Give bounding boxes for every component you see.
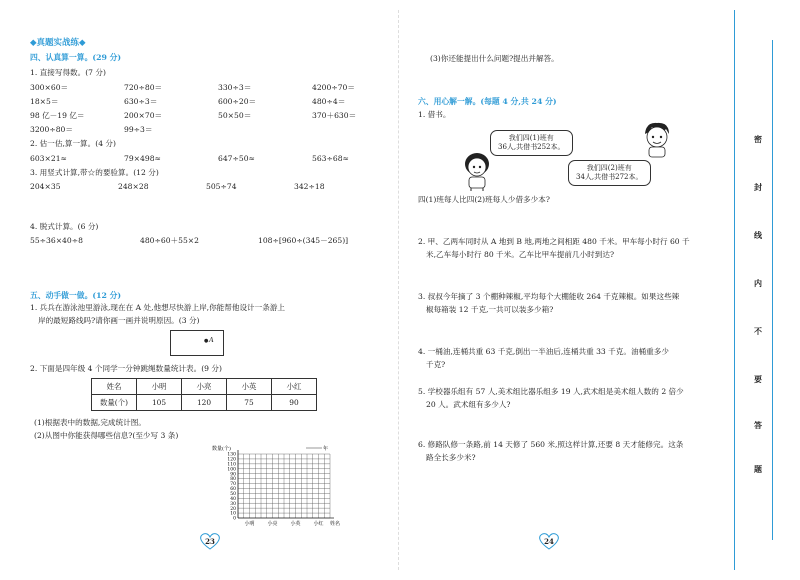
girl-illustration bbox=[459, 150, 495, 192]
y-tick-label: 40 bbox=[230, 496, 236, 502]
banner-title: ◆真题实战练◆ bbox=[30, 38, 86, 48]
oral-row-1 bbox=[30, 83, 406, 92]
oral-item: 50×50＝ bbox=[218, 111, 252, 120]
section-4-title: 四、认真算一算。(29 分) bbox=[30, 53, 122, 62]
mixed-calc-item: 480÷60＋55×2 bbox=[140, 236, 199, 245]
y-tick-label: 60 bbox=[230, 487, 236, 493]
chart-header-text: 年 bbox=[323, 446, 329, 452]
binding-line-inner bbox=[772, 40, 773, 540]
q6-4-line2: 千克? bbox=[426, 360, 446, 369]
x-category-label: 小英 bbox=[290, 521, 301, 527]
section-5-title: 五、动手做一做。(12 分) bbox=[30, 291, 122, 300]
page-number-right: 24 bbox=[544, 537, 554, 546]
vertical-calc-item: 342÷18 bbox=[294, 182, 325, 191]
q6-6-line2: 路全长多少米? bbox=[426, 453, 476, 462]
y-tick-label: 90 bbox=[230, 472, 236, 478]
q6-5-line2: 20 人。武术组有多少人? bbox=[426, 400, 511, 409]
oral-item: 99÷3＝ bbox=[124, 125, 153, 134]
binding-line-outer bbox=[734, 10, 735, 570]
y-tick-label: 30 bbox=[230, 501, 236, 507]
table-cell: 小亮 bbox=[182, 379, 227, 395]
y-tick-label: 120 bbox=[227, 457, 236, 463]
y-tick-label: 10 bbox=[230, 511, 236, 517]
y-tick-label: 0 bbox=[233, 516, 236, 522]
q6-4-line1: 4. 一桶油,连桶共重 63 千克,倒出一半油后,连桶共重 33 千克。油桶重多少 bbox=[418, 347, 669, 356]
oral-row-4 bbox=[30, 125, 218, 134]
bubble2-line2: 34人,共借书272本。 bbox=[576, 173, 643, 181]
q5-2-sub1: (1)根据表中的数据,完成统计图。 bbox=[34, 418, 146, 427]
q5-2-sub3: (3)你还能提出什么问题?提出并解答。 bbox=[430, 54, 559, 63]
q6-2-line1: 2. 甲、乙两车同时从 A 地到 B 地,两地之间相距 480 千米。甲车每小时行 60 千 bbox=[418, 237, 690, 246]
y-tick-label: 20 bbox=[230, 506, 236, 512]
q4-4-title: 4. 脱式计算。(6 分) bbox=[30, 222, 99, 231]
speech-bubble-class-2 bbox=[568, 160, 651, 186]
binding-char: 线 bbox=[754, 230, 762, 240]
chart-grid bbox=[238, 450, 334, 518]
q6-1-title: 1. 借书。 bbox=[418, 110, 451, 119]
q6-1-question: 四(1)班每人比四(2)班每人少借多少本? bbox=[418, 195, 550, 204]
table-cell: 105 bbox=[137, 395, 182, 411]
oral-item: 300×60＝ bbox=[30, 83, 69, 92]
table-cell: 120 bbox=[182, 395, 227, 411]
oral-item: 600÷20＝ bbox=[218, 97, 257, 106]
q5-2-sub2: (2)从图中你能获得哪些信息?(至少写 3 条) bbox=[34, 431, 179, 440]
table-cell: 小明 bbox=[137, 379, 182, 395]
binding-char: 封 bbox=[754, 182, 762, 192]
estimate-item: 603×21≈ bbox=[30, 154, 67, 163]
oral-item: 370＋630＝ bbox=[312, 111, 357, 120]
chart-x-categories bbox=[244, 520, 323, 527]
swimming-pool-box bbox=[170, 330, 224, 356]
q6-3-line2: 椒每箱装 12 千克,一共可以装多少箱? bbox=[426, 305, 554, 314]
table-cell: 姓名 bbox=[92, 379, 137, 395]
jump-rope-table bbox=[91, 378, 317, 411]
speech-bubble-class-1 bbox=[490, 130, 573, 156]
x-category-label: 小红 bbox=[313, 521, 324, 527]
page-fold-divider bbox=[398, 10, 399, 570]
page-number-left: 23 bbox=[205, 537, 215, 546]
table-cell: 小英 bbox=[227, 379, 272, 395]
section-6-title: 六、用心解一解。(每题 4 分,共 24 分) bbox=[418, 97, 557, 106]
mixed-calc-item: 55÷36×40÷8 bbox=[30, 236, 83, 245]
table-cell: 90 bbox=[272, 395, 317, 411]
binding-char: 答 bbox=[754, 420, 762, 430]
table-row bbox=[92, 379, 317, 395]
q5-1-line2: 岸的最短路线吗?请你画一画并说明原因。(3 分) bbox=[38, 316, 200, 325]
oral-item: 720÷80＝ bbox=[124, 83, 163, 92]
boy-illustration bbox=[640, 120, 674, 160]
chart-ylabel: 数量(个) bbox=[212, 446, 231, 452]
binding-char: 要 bbox=[754, 374, 762, 384]
oral-item: 480÷4＝ bbox=[312, 97, 346, 106]
binding-char: 内 bbox=[754, 278, 762, 288]
y-tick-label: 130 bbox=[227, 452, 236, 458]
x-category-label: 小亮 bbox=[267, 521, 278, 527]
q4-1-title: 1. 直接写得数。(7 分) bbox=[30, 68, 106, 77]
oral-item: 4200÷70＝ bbox=[312, 83, 355, 92]
bubble2-line1: 我们四(2)班有 bbox=[586, 164, 632, 172]
point-a-label: A bbox=[209, 336, 214, 344]
vertical-calc-item: 248×28 bbox=[118, 182, 149, 191]
bubble1-line2: 36人,共借书252本。 bbox=[498, 143, 565, 151]
vertical-calc-item: 505÷74 bbox=[206, 182, 237, 191]
binding-char: 不 bbox=[754, 326, 762, 336]
table-cell: 75 bbox=[227, 395, 272, 411]
oral-item: 18×5＝ bbox=[30, 97, 59, 106]
q4-3-title: 3. 用竖式计算,带☆的要验算。(12 分) bbox=[30, 168, 159, 177]
estimate-row bbox=[30, 154, 406, 163]
mixed-calc-item: 108÷[960÷(345－265)] bbox=[258, 236, 349, 245]
table-cell: 数量(个) bbox=[92, 395, 137, 411]
bubble1-line1: 我们四(1)班有 bbox=[508, 134, 554, 142]
estimate-item: 647÷50≈ bbox=[218, 154, 255, 163]
oral-item: 200×70＝ bbox=[124, 111, 163, 120]
q6-3-line1: 3. 叔叔今年摘了 3 个棚种辣椒,平均每个大棚能收 264 千克辣椒。如果这些辣 bbox=[418, 292, 680, 301]
q5-1-line1: 1. 兵兵在游泳池里游泳,现在在 A 处,他想尽快游上岸,你能帮他设计一条游上 bbox=[30, 303, 286, 312]
oral-item: 98 亿－19 亿＝ bbox=[30, 111, 85, 120]
vertical-calc-item: 204×35 bbox=[30, 182, 61, 191]
point-a-dot: ● bbox=[204, 338, 209, 344]
binding-char: 题 bbox=[754, 464, 762, 474]
blank-bar-chart bbox=[212, 442, 352, 528]
mixed-calc-row bbox=[30, 236, 408, 245]
q6-5-line1: 5. 学校器乐组有 57 人,美术组比器乐组多 19 人,武术组是美术组人数的 2 倍少 bbox=[418, 387, 684, 396]
y-tick-label: 50 bbox=[230, 491, 236, 497]
oral-item: 630÷3＝ bbox=[124, 97, 158, 106]
table-cell: 小红 bbox=[272, 379, 317, 395]
y-tick-label: 70 bbox=[230, 482, 236, 488]
estimate-item: 563÷68≈ bbox=[312, 154, 349, 163]
chart-y-ticks bbox=[227, 452, 236, 522]
q4-2-title: 2. 估一估,算一算。(4 分) bbox=[30, 139, 116, 148]
q6-6-line1: 6. 修路队修一条路,前 14 天修了 560 米,照这样计算,还要 8 天才能修完。这条 bbox=[418, 440, 684, 449]
binding-char: 密 bbox=[754, 134, 762, 144]
y-tick-label: 100 bbox=[227, 467, 236, 473]
q6-2-line2: 米,乙车每小时行 80 千米。乙车比甲车提前几小时到达? bbox=[426, 250, 615, 259]
oral-item: 330÷3＝ bbox=[218, 83, 252, 92]
x-category-label: 小明 bbox=[244, 521, 255, 527]
oral-item: 3200÷80＝ bbox=[30, 125, 73, 134]
chart-xlabel: 姓名 bbox=[330, 521, 341, 527]
y-tick-label: 80 bbox=[230, 477, 236, 483]
oral-row-3 bbox=[30, 111, 406, 120]
vertical-calc-row bbox=[30, 182, 382, 191]
oral-row-2 bbox=[30, 97, 406, 106]
table-row bbox=[92, 395, 317, 411]
estimate-item: 79×498≈ bbox=[124, 154, 161, 163]
y-tick-label: 110 bbox=[227, 462, 236, 468]
q5-2-title: 2. 下面是四年级 4 个同学一分钟跳绳数量统计表。(9 分) bbox=[30, 364, 222, 373]
